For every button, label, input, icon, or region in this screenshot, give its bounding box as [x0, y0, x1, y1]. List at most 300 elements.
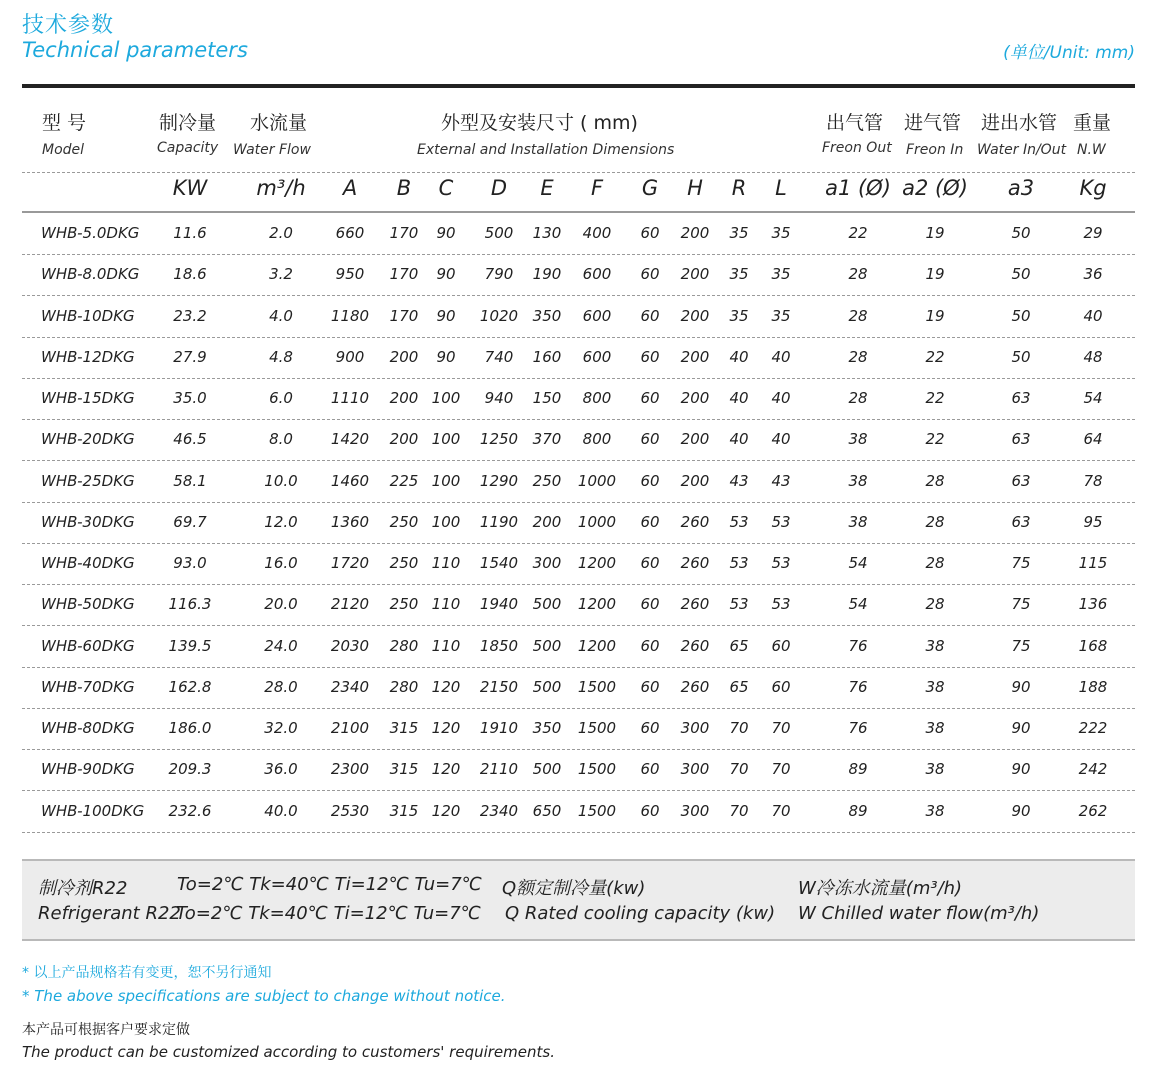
- notes-panel: [22, 859, 1135, 941]
- table-cell: 76: [848, 677, 868, 696]
- table-cell: 54: [848, 554, 868, 572]
- top-rule: [22, 84, 1135, 88]
- table-cell: 60: [640, 512, 660, 531]
- q-en: Q Rated cooling capacity (kw): [505, 903, 776, 924]
- row-divider: [22, 337, 1135, 338]
- row-divider: [22, 749, 1135, 750]
- table-cell: 50: [1011, 224, 1031, 242]
- table-cell: 250: [389, 554, 419, 572]
- model-cell: WHB-30DKG: [41, 512, 135, 531]
- table-cell: 186.0: [168, 719, 212, 737]
- table-cell: 260: [680, 595, 710, 614]
- table-cell: 1180: [330, 306, 370, 325]
- table-cell: 110: [431, 636, 461, 655]
- table-cell: 300: [680, 801, 710, 820]
- table-cell: 3.2: [269, 265, 293, 284]
- table-cell: 35: [729, 306, 749, 325]
- table-cell: 300: [680, 760, 710, 779]
- table-cell: 160: [532, 347, 562, 366]
- table-cell: 4.0: [269, 306, 293, 325]
- table-cell: 40: [729, 389, 749, 407]
- table-cell: 60: [640, 265, 660, 284]
- unit-cell: L: [775, 176, 787, 200]
- table-cell: 136: [1078, 595, 1108, 614]
- table-cell: 40: [1083, 306, 1103, 325]
- table-cell: 22: [848, 224, 868, 242]
- table-cell: 60: [640, 760, 660, 779]
- model-cell: WHB-90DKG: [41, 760, 135, 779]
- table-cell: 1940: [479, 595, 519, 614]
- table-cell: 300: [680, 719, 710, 737]
- table-cell: 1000: [577, 512, 617, 531]
- table-cell: 200: [680, 471, 710, 490]
- table-cell: 40: [771, 430, 791, 449]
- unit-row-rule: [22, 211, 1135, 213]
- table-cell: 168: [1078, 636, 1108, 655]
- unit-label: (单位/Unit: mm): [1003, 43, 1135, 63]
- table-cell: 28.0: [264, 677, 298, 696]
- row-divider: [22, 790, 1135, 791]
- row-divider: [22, 667, 1135, 668]
- table-cell: 43: [771, 471, 791, 490]
- table-cell: 262: [1078, 801, 1108, 820]
- table-cell: 1110: [330, 389, 370, 407]
- table-cell: 500: [532, 595, 562, 614]
- unit-cell: KW: [172, 176, 208, 200]
- table-cell: 40: [771, 389, 791, 407]
- row-divider: [22, 832, 1135, 833]
- table-cell: 120: [431, 677, 461, 696]
- table-cell: 53: [729, 512, 749, 531]
- table-cell: 12.0: [264, 512, 298, 531]
- model-cell: WHB-60DKG: [41, 636, 135, 655]
- model-cell: WHB-40DKG: [41, 554, 135, 572]
- table-cell: 350: [532, 306, 562, 325]
- table-cell: 16.0: [264, 554, 298, 572]
- table-cell: 260: [680, 636, 710, 655]
- table-cell: 2110: [479, 760, 519, 779]
- table-cell: 200: [389, 430, 419, 449]
- row-divider: [22, 502, 1135, 503]
- model-cell: WHB-8.0DKG: [41, 265, 140, 284]
- table-cell: 200: [389, 389, 419, 407]
- table-cell: 23.2: [173, 306, 207, 325]
- header-capacity-cn: 制冷量: [159, 112, 217, 134]
- table-cell: 200: [680, 347, 710, 366]
- unit-cell: G: [641, 176, 659, 200]
- header-dims-cn: 外型及安装尺寸 ( mm): [441, 112, 638, 134]
- q-cn: Q额定制冷量(kw): [502, 878, 646, 899]
- table-cell: 200: [680, 265, 710, 284]
- unit-cell: Kg: [1079, 176, 1107, 200]
- table-cell: 36: [1083, 265, 1103, 284]
- table-cell: 63: [1011, 430, 1031, 449]
- table-cell: 740: [484, 347, 514, 366]
- header-model-en: Model: [42, 142, 85, 158]
- title-cn: 技术参数: [22, 13, 115, 38]
- table-cell: 38: [925, 760, 945, 779]
- table-cell: 1200: [577, 554, 617, 572]
- table-cell: 120: [431, 801, 461, 820]
- table-cell: 100: [431, 471, 461, 490]
- table-cell: 60: [640, 677, 660, 696]
- table-cell: 48: [1083, 347, 1103, 366]
- table-cell: 1250: [479, 430, 519, 449]
- table-cell: 1850: [479, 636, 519, 655]
- table-cell: 53: [771, 595, 791, 614]
- table-cell: 139.5: [168, 636, 212, 655]
- table-cell: 150: [532, 389, 562, 407]
- table-cell: 200: [680, 224, 710, 242]
- table-cell: 1500: [577, 760, 617, 779]
- table-cell: 28: [925, 595, 945, 614]
- table-cell: 89: [848, 801, 868, 820]
- table-cell: 350: [532, 719, 562, 737]
- table-cell: 790: [484, 265, 514, 284]
- table-cell: 76: [848, 636, 868, 655]
- table-cell: 500: [532, 636, 562, 655]
- table-cell: 35: [729, 265, 749, 284]
- table-cell: 35.0: [173, 389, 207, 407]
- table-cell: 222: [1078, 719, 1108, 737]
- w-en: W Chilled water flow(m³/h): [798, 903, 1040, 924]
- table-cell: 280: [389, 636, 419, 655]
- table-cell: 90: [436, 306, 456, 325]
- table-cell: 28: [848, 265, 868, 284]
- row-divider: [22, 295, 1135, 296]
- table-cell: 200: [532, 512, 562, 531]
- table-cell: 69.7: [173, 512, 207, 531]
- table-cell: 170: [389, 224, 419, 242]
- table-cell: 1540: [479, 554, 519, 572]
- table-cell: 89: [848, 760, 868, 779]
- unit-cell: H: [687, 176, 703, 200]
- table-cell: 1500: [577, 677, 617, 696]
- row-divider: [22, 708, 1135, 709]
- table-cell: 250: [389, 595, 419, 614]
- table-cell: 1460: [330, 471, 370, 490]
- unit-cell: a1 (Ø): [825, 176, 891, 200]
- table-cell: 35: [771, 265, 791, 284]
- table-cell: 1200: [577, 595, 617, 614]
- table-cell: 38: [925, 636, 945, 655]
- table-cell: 53: [771, 554, 791, 572]
- table-cell: 28: [848, 389, 868, 407]
- table-cell: 500: [484, 224, 514, 242]
- unit-cell: E: [540, 176, 554, 200]
- header-freon-in-cn: 进气管: [904, 112, 962, 134]
- table-cell: 29: [1083, 224, 1103, 242]
- unit-cell: B: [396, 176, 412, 200]
- table-cell: 19: [925, 265, 945, 284]
- table-cell: 40.0: [264, 801, 298, 820]
- table-cell: 115: [1078, 554, 1108, 572]
- table-cell: 2300: [330, 760, 370, 779]
- unit-cell: A: [342, 176, 358, 200]
- table-cell: 58.1: [173, 471, 207, 490]
- header-weight-cn: 重量: [1073, 112, 1112, 134]
- table-cell: 18.6: [173, 265, 207, 284]
- header-water-io-en: Water In/Out: [977, 142, 1067, 158]
- table-cell: 2030: [330, 636, 370, 655]
- table-cell: 950: [335, 265, 365, 284]
- table-cell: 200: [680, 430, 710, 449]
- table-cell: 600: [582, 265, 612, 284]
- table-cell: 300: [532, 554, 562, 572]
- table-cell: 63: [1011, 512, 1031, 531]
- table-cell: 40: [729, 430, 749, 449]
- header-water-io-cn: 进出水管: [981, 112, 1058, 134]
- table-cell: 60: [640, 430, 660, 449]
- table-cell: 4.8: [269, 347, 293, 366]
- table-cell: 120: [431, 719, 461, 737]
- table-cell: 38: [925, 719, 945, 737]
- header-water-cn: 水流量: [250, 112, 308, 134]
- notice-en: * The above specifications are subject to change without notice.: [22, 987, 506, 1005]
- header-freon-in-en: Freon In: [906, 142, 964, 158]
- table-cell: 2530: [330, 801, 370, 820]
- table-cell: 70: [729, 719, 749, 737]
- table-cell: 130: [532, 224, 562, 242]
- model-cell: WHB-70DKG: [41, 677, 135, 696]
- table-cell: 38: [848, 471, 868, 490]
- table-cell: 35: [729, 224, 749, 242]
- table-cell: 28: [848, 347, 868, 366]
- table-cell: 1720: [330, 554, 370, 572]
- table-cell: 315: [389, 760, 419, 779]
- notice-cn: * 以上产品规格若有变更，恕不另行通知: [22, 965, 272, 981]
- model-cell: WHB-20DKG: [41, 430, 135, 449]
- row-divider: [22, 584, 1135, 585]
- table-cell: 200: [680, 306, 710, 325]
- table-cell: 8.0: [269, 430, 293, 449]
- table-cell: 209.3: [168, 760, 212, 779]
- table-cell: 60: [640, 719, 660, 737]
- table-cell: 370: [532, 430, 562, 449]
- table-cell: 65: [729, 636, 749, 655]
- table-cell: 32.0: [264, 719, 298, 737]
- table-cell: 63: [1011, 471, 1031, 490]
- unit-cell: F: [590, 176, 604, 200]
- table-cell: 2340: [479, 801, 519, 820]
- table-cell: 200: [389, 347, 419, 366]
- table-cell: 120: [431, 760, 461, 779]
- row-divider: [22, 460, 1135, 461]
- unit-cell: D: [490, 176, 508, 200]
- header-weight-en: N.W: [1077, 142, 1106, 158]
- table-cell: 1200: [577, 636, 617, 655]
- custom-cn: 本产品可根据客户要求定做: [22, 1022, 190, 1038]
- table-cell: 170: [389, 306, 419, 325]
- table-cell: 900: [335, 347, 365, 366]
- header-freon-out-en: Freon Out: [822, 140, 892, 156]
- header-dims-en: External and Installation Dimensions: [417, 142, 675, 158]
- unit-cell: R: [731, 176, 747, 200]
- table-cell: 60: [640, 389, 660, 407]
- table-cell: 800: [582, 430, 612, 449]
- title-en: Technical parameters: [22, 38, 248, 62]
- table-cell: 90: [1011, 719, 1031, 737]
- custom-en: The product can be customized according to customers' requirements.: [22, 1043, 555, 1061]
- table-cell: 63: [1011, 389, 1031, 407]
- table-cell: 315: [389, 801, 419, 820]
- table-cell: 75: [1011, 554, 1031, 572]
- table-cell: 650: [532, 801, 562, 820]
- table-cell: 28: [848, 306, 868, 325]
- table-cell: 38: [848, 512, 868, 531]
- table-cell: 75: [1011, 636, 1031, 655]
- table-cell: 53: [771, 512, 791, 531]
- table-cell: 800: [582, 389, 612, 407]
- table-cell: 54: [848, 595, 868, 614]
- table-cell: 1420: [330, 430, 370, 449]
- table-cell: 242: [1078, 760, 1108, 779]
- table-cell: 1360: [330, 512, 370, 531]
- table-cell: 190: [532, 265, 562, 284]
- table-cell: 40: [729, 347, 749, 366]
- table-cell: 100: [431, 430, 461, 449]
- table-cell: 60: [640, 347, 660, 366]
- model-cell: WHB-15DKG: [41, 389, 135, 407]
- header-water-en: Water Flow: [233, 142, 311, 158]
- table-cell: 43: [729, 471, 749, 490]
- table-cell: 90: [436, 265, 456, 284]
- table-cell: 60: [640, 224, 660, 242]
- table-cell: 65: [729, 677, 749, 696]
- table-cell: 260: [680, 512, 710, 531]
- table-cell: 116.3: [168, 595, 212, 614]
- model-cell: WHB-100DKG: [41, 801, 145, 820]
- w-cn: W冷冻水流量(m³/h): [798, 878, 963, 899]
- model-cell: WHB-25DKG: [41, 471, 135, 490]
- table-cell: 2100: [330, 719, 370, 737]
- table-cell: 60: [640, 595, 660, 614]
- unit-cell: m³/h: [256, 176, 306, 200]
- table-cell: 600: [582, 306, 612, 325]
- table-cell: 70: [771, 760, 791, 779]
- table-cell: 38: [925, 801, 945, 820]
- table-cell: 100: [431, 512, 461, 531]
- table-cell: 1020: [479, 306, 519, 325]
- table-cell: 19: [925, 224, 945, 242]
- model-cell: WHB-12DKG: [41, 347, 135, 366]
- model-cell: WHB-80DKG: [41, 719, 135, 737]
- row-divider: [22, 254, 1135, 255]
- table-cell: 60: [771, 636, 791, 655]
- row-divider: [22, 378, 1135, 379]
- table-cell: 260: [680, 554, 710, 572]
- table-cell: 76: [848, 719, 868, 737]
- table-cell: 60: [640, 306, 660, 325]
- table-cell: 660: [335, 224, 365, 242]
- model-cell: WHB-5.0DKG: [41, 224, 140, 242]
- table-cell: 27.9: [173, 347, 207, 366]
- table-cell: 60: [771, 677, 791, 696]
- table-cell: 38: [925, 677, 945, 696]
- unit-cell: C: [438, 176, 454, 200]
- table-cell: 6.0: [269, 389, 293, 407]
- table-cell: 260: [680, 677, 710, 696]
- table-cell: 22: [925, 389, 945, 407]
- table-cell: 75: [1011, 595, 1031, 614]
- table-cell: 90: [1011, 760, 1031, 779]
- table-cell: 60: [640, 636, 660, 655]
- table-cell: 70: [771, 801, 791, 820]
- table-cell: 36.0: [264, 760, 298, 779]
- refrigerant-en: Refrigerant R22: [38, 903, 181, 924]
- table-cell: 600: [582, 347, 612, 366]
- table-cell: 1500: [577, 801, 617, 820]
- table-cell: 188: [1078, 677, 1108, 696]
- table-cell: 500: [532, 760, 562, 779]
- table-cell: 46.5: [173, 430, 207, 449]
- table-cell: 60: [640, 471, 660, 490]
- table-cell: 2150: [479, 677, 519, 696]
- conditions-en: To=2℃ Tk=40℃ Ti=12℃ Tu=7℃: [176, 903, 481, 924]
- row-divider: [22, 419, 1135, 420]
- table-cell: 60: [640, 801, 660, 820]
- table-cell: 170: [389, 265, 419, 284]
- refrigerant-cn: 制冷剂R22: [38, 878, 128, 899]
- header-capacity-en: Capacity: [157, 140, 219, 156]
- table-cell: 280: [389, 677, 419, 696]
- model-cell: WHB-50DKG: [41, 595, 135, 614]
- table-cell: 200: [680, 389, 710, 407]
- table-cell: 1500: [577, 719, 617, 737]
- table-cell: 90: [1011, 801, 1031, 820]
- table-cell: 60: [640, 554, 660, 572]
- table-cell: 70: [729, 801, 749, 820]
- table-cell: 93.0: [173, 554, 207, 572]
- table-cell: 400: [582, 224, 612, 242]
- table-cell: 28: [925, 512, 945, 531]
- table-cell: 90: [1011, 677, 1031, 696]
- table-cell: 53: [729, 554, 749, 572]
- table-cell: 1910: [479, 719, 519, 737]
- table-cell: 232.6: [168, 801, 212, 820]
- table-cell: 53: [729, 595, 749, 614]
- table-cell: 35: [771, 306, 791, 325]
- table-cell: 500: [532, 677, 562, 696]
- table-cell: 250: [389, 512, 419, 531]
- table-cell: 110: [431, 595, 461, 614]
- table-cell: 50: [1011, 347, 1031, 366]
- table-cell: 28: [925, 554, 945, 572]
- table-cell: 19: [925, 306, 945, 325]
- table-cell: 162.8: [168, 677, 212, 696]
- table-cell: 50: [1011, 306, 1031, 325]
- table-cell: 100: [431, 389, 461, 407]
- table-cell: 40: [771, 347, 791, 366]
- table-cell: 54: [1083, 389, 1103, 407]
- table-cell: 2340: [330, 677, 370, 696]
- table-cell: 225: [389, 471, 419, 490]
- unit-cell: a2 (Ø): [902, 176, 968, 200]
- table-cell: 38: [848, 430, 868, 449]
- table-cell: 1290: [479, 471, 519, 490]
- table-cell: 95: [1083, 512, 1103, 531]
- table-cell: 2.0: [269, 224, 293, 242]
- table-cell: 11.6: [173, 224, 207, 242]
- conditions-cn: To=2℃ Tk=40℃ Ti=12℃ Tu=7℃: [177, 874, 482, 895]
- table-cell: 90: [436, 224, 456, 242]
- table-cell: 64: [1083, 430, 1103, 449]
- table-cell: 315: [389, 719, 419, 737]
- row-divider: [22, 543, 1135, 544]
- table-cell: 24.0: [264, 636, 298, 655]
- table-cell: 50: [1011, 265, 1031, 284]
- table-cell: 110: [431, 554, 461, 572]
